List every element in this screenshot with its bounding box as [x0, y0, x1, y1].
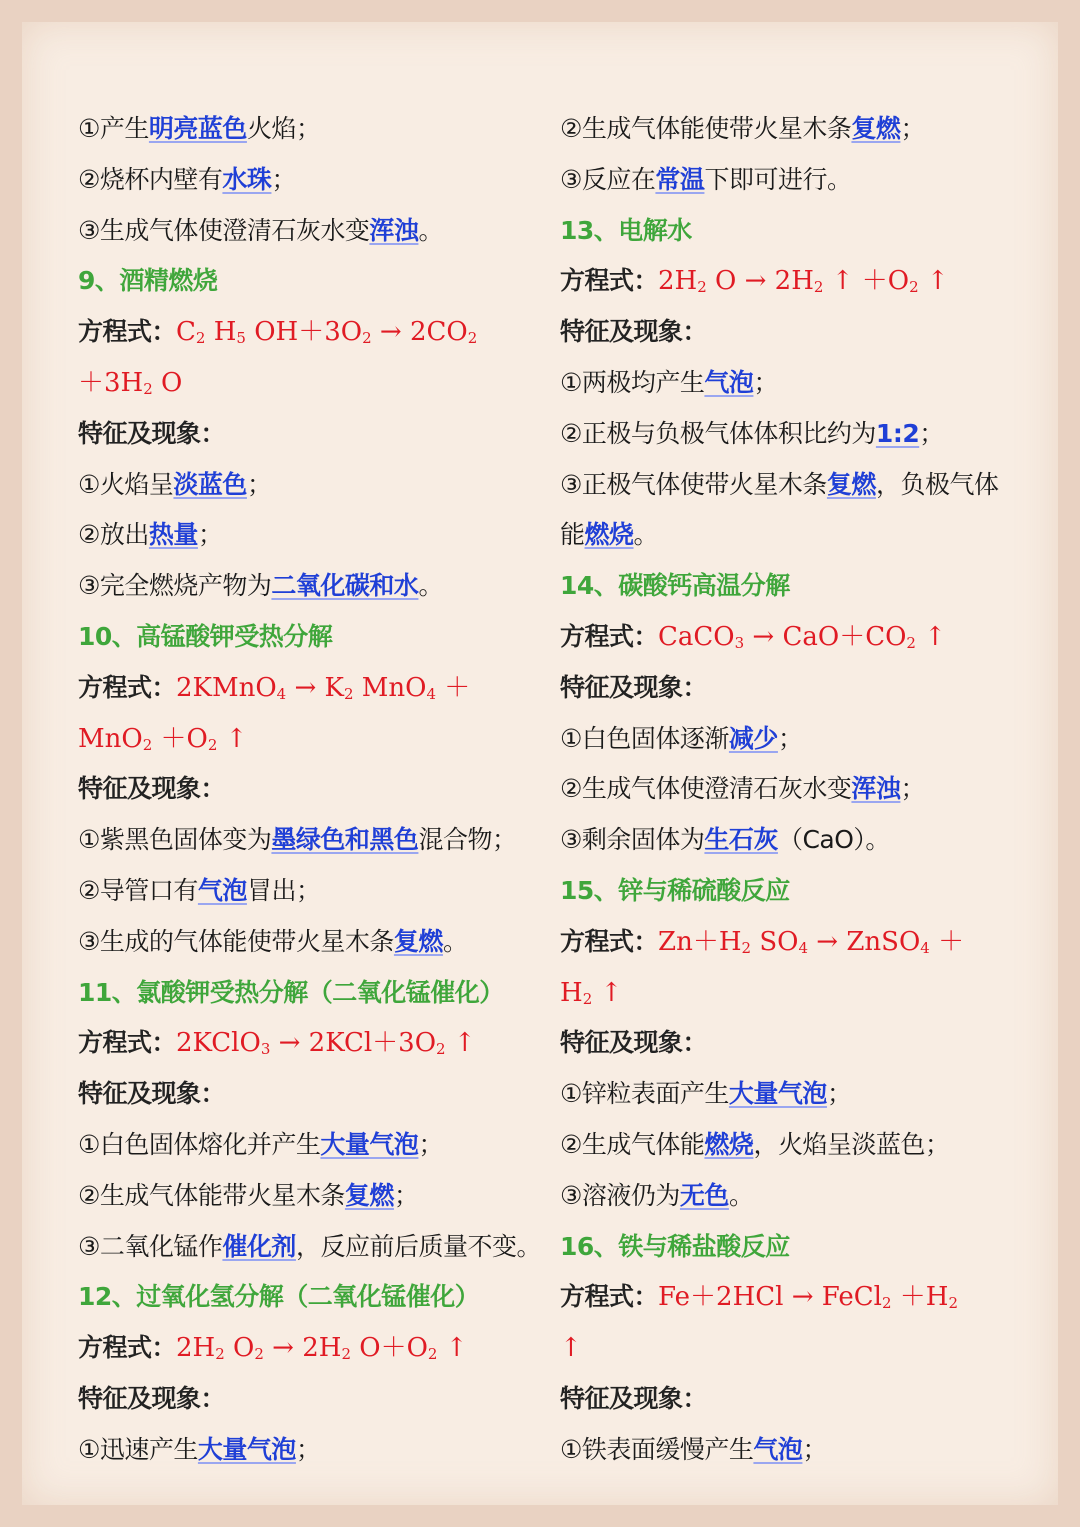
highlight-term: 气泡 [197, 875, 247, 905]
text-line: ①迅速产生大量气泡； [78, 1434, 321, 1464]
text-line: ①锌粒表面产生大量气泡； [560, 1079, 852, 1109]
text-line: ②生成气体能燃烧，火焰呈淡蓝色； [560, 1129, 950, 1159]
text-line: ③二氧化锰作催化剂，反应前后质量不变。 [78, 1231, 541, 1261]
text-line: ③溶液仍为无色。 [560, 1180, 754, 1210]
highlight-term: 复燃 [344, 1180, 394, 1210]
text-line: ③反应在常温下即可进行。 [560, 164, 852, 194]
highlight-term: 燃烧 [584, 520, 634, 550]
text-line: ②生成气体能带火星木条复燃； [78, 1180, 419, 1210]
text-line: ②生成气体能使带火星木条复燃； [560, 114, 925, 143]
equation: ↑ [560, 1333, 582, 1364]
equation: $C_2$ $H_5$ $OH+3O_2 \to 2CO_2$ [176, 317, 478, 348]
highlight-term: 墨绿色和黑色 [271, 825, 419, 855]
highlight-term: 无色 [679, 1180, 729, 1210]
highlight-term: 大量气泡 [320, 1129, 419, 1159]
highlight-term: 催化剂 [222, 1231, 296, 1261]
text-line: ②导管口有气泡冒出； [78, 875, 321, 905]
text-line: ③生成气体使澄清石灰水变浑浊。 [78, 215, 443, 245]
highlight-term: 减少 [728, 723, 778, 753]
text-line: ③正极气体使带火星木条复燃，负极气体 [560, 469, 999, 499]
left-column [78, 104, 548, 1476]
feature-label: 特征及现象： [560, 1383, 708, 1413]
equation-line [560, 1323, 1030, 1374]
highlight-term: 浑浊 [851, 774, 901, 804]
text-line: ③生成的气体能使带火星木条复燃。 [78, 926, 468, 956]
text-line: ③完全燃烧产物为二氧化碳和水。 [78, 571, 443, 601]
highlight-term: 明亮蓝色 [148, 114, 247, 143]
text-line: ③剩余固体为生石灰（CaO）。 [560, 825, 890, 855]
feature-label: 特征及现象： [560, 672, 708, 702]
text-line: ②生成气体使澄清石灰水变浑浊； [560, 774, 925, 804]
text-line: ①火焰呈淡蓝色； [78, 469, 272, 499]
text-line: ②正极与负极气体体积比约为1:2； [560, 418, 944, 448]
equation-line [78, 714, 548, 765]
text-line: ①白色固体熔化并产生大量气泡； [78, 1129, 443, 1159]
equation: 2KMnO$_4$ → $K_2$ MnO$_4$ ＋ [176, 672, 471, 703]
highlight-term: 复燃 [851, 114, 901, 143]
equation-line: 方程式：CaCO$_3$ → $CaO+CO_2$ ↑ [560, 621, 947, 652]
feature-label: 特征及现象： [560, 317, 708, 347]
equation-line: 方程式：$Zn+H_2$ $SO_4$ → ZnSO$_4$ ＋ [560, 926, 965, 957]
section-heading: 15、锌与稀硫酸反应 [560, 875, 790, 905]
text-line: 能燃烧。 [560, 520, 659, 550]
highlight-term: 气泡 [704, 367, 754, 397]
text-line: ①产生明亮蓝色火焰； [78, 114, 321, 143]
highlight-term: 水珠 [222, 164, 272, 194]
equation-line [78, 358, 548, 409]
feature-label: 特征及现象： [78, 1383, 226, 1413]
equation: $Zn+H_2$ $SO_4$ → ZnSO$_4$ ＋ [658, 926, 965, 957]
equation-line: 方程式：2KClO$_3$ → $2KCl+3O_2$ ↑ [78, 1028, 476, 1059]
highlight-term: 生石灰 [704, 825, 778, 855]
section-heading: 12、过氧化氢分解（二氧化锰催化） [78, 1282, 480, 1312]
highlight-term: 淡蓝色 [173, 469, 247, 499]
highlight-term: 大量气泡 [197, 1434, 296, 1464]
highlight-term: 大量气泡 [728, 1079, 827, 1109]
document-page [22, 22, 1058, 1505]
feature-label: 特征及现象： [560, 1028, 708, 1058]
equation-line: 方程式：Fe＋2HCl → FeCl$_2$ $+H_2$ [560, 1282, 959, 1313]
equation-line: 方程式：2KMnO$_4$ → $K_2$ MnO$_4$ ＋ [78, 672, 471, 703]
highlight-term: 常温 [655, 164, 705, 194]
right-column [560, 104, 1030, 1476]
equation: $MnO_2 +O_2$ ↑ [78, 723, 248, 754]
text-line: ②放出热量； [78, 520, 223, 550]
section-heading: 10、高锰酸钾受热分解 [78, 621, 333, 651]
equation: Fe＋2HCl → FeCl$_2$ $+H_2$ [658, 1282, 959, 1313]
section-heading: 11、氯酸钾受热分解（二氧化锰催化） [78, 977, 504, 1007]
equation: $2H_2$ $O \to 2H_2$ ↑ $+O_2$ ↑ [658, 266, 949, 297]
equation-line: 方程式：$2H_2$ $O_2 \to 2H_2$ $O+O_2$ ↑ [78, 1333, 468, 1364]
equation: 2KClO$_3$ → $2KCl+3O_2$ ↑ [176, 1028, 476, 1059]
section-heading: 13、电解水 [560, 215, 692, 245]
section-heading: 9、酒精燃烧 [78, 266, 218, 296]
text-line: ②烧杯内壁有水珠； [78, 164, 296, 194]
text-line: ①两极均产生气泡； [560, 367, 778, 397]
highlight-term: 浑浊 [369, 215, 419, 245]
equation: $H_2$ ↑ [560, 977, 623, 1008]
equation: $+3H_2$ O [78, 367, 183, 398]
equation: CaCO$_3$ → $CaO+CO_2$ ↑ [658, 621, 947, 652]
highlight-term: 热量 [148, 520, 198, 550]
highlight-term: 二氧化碳和水 [271, 571, 419, 601]
highlight-term: 1:2 [875, 418, 920, 448]
section-heading: 14、碳酸钙高温分解 [560, 571, 790, 601]
feature-label: 特征及现象： [78, 774, 226, 804]
highlight-term: 复燃 [393, 926, 443, 956]
feature-label: 特征及现象： [78, 1079, 226, 1109]
text-line: ①铁表面缓慢产生气泡； [560, 1434, 827, 1464]
highlight-term: 燃烧 [704, 1129, 754, 1159]
text-line: ①白色固体逐渐减少； [560, 723, 803, 753]
equation: $2H_2$ $O_2 \to 2H_2$ $O+O_2$ ↑ [176, 1333, 468, 1364]
equation-line: 方程式：$C_2$ $H_5$ $OH+3O_2 \to 2CO_2$ [78, 317, 478, 348]
equation-line [560, 968, 1030, 1019]
highlight-term: 复燃 [826, 469, 876, 499]
highlight-term: 气泡 [753, 1434, 803, 1464]
feature-label: 特征及现象： [78, 418, 226, 448]
section-heading: 16、铁与稀盐酸反应 [560, 1231, 790, 1261]
equation-line: 方程式：$2H_2$ $O \to 2H_2$ ↑ $+O_2$ ↑ [560, 266, 949, 297]
text-line: ①紫黑色固体变为墨绿色和黑色混合物； [78, 825, 517, 855]
